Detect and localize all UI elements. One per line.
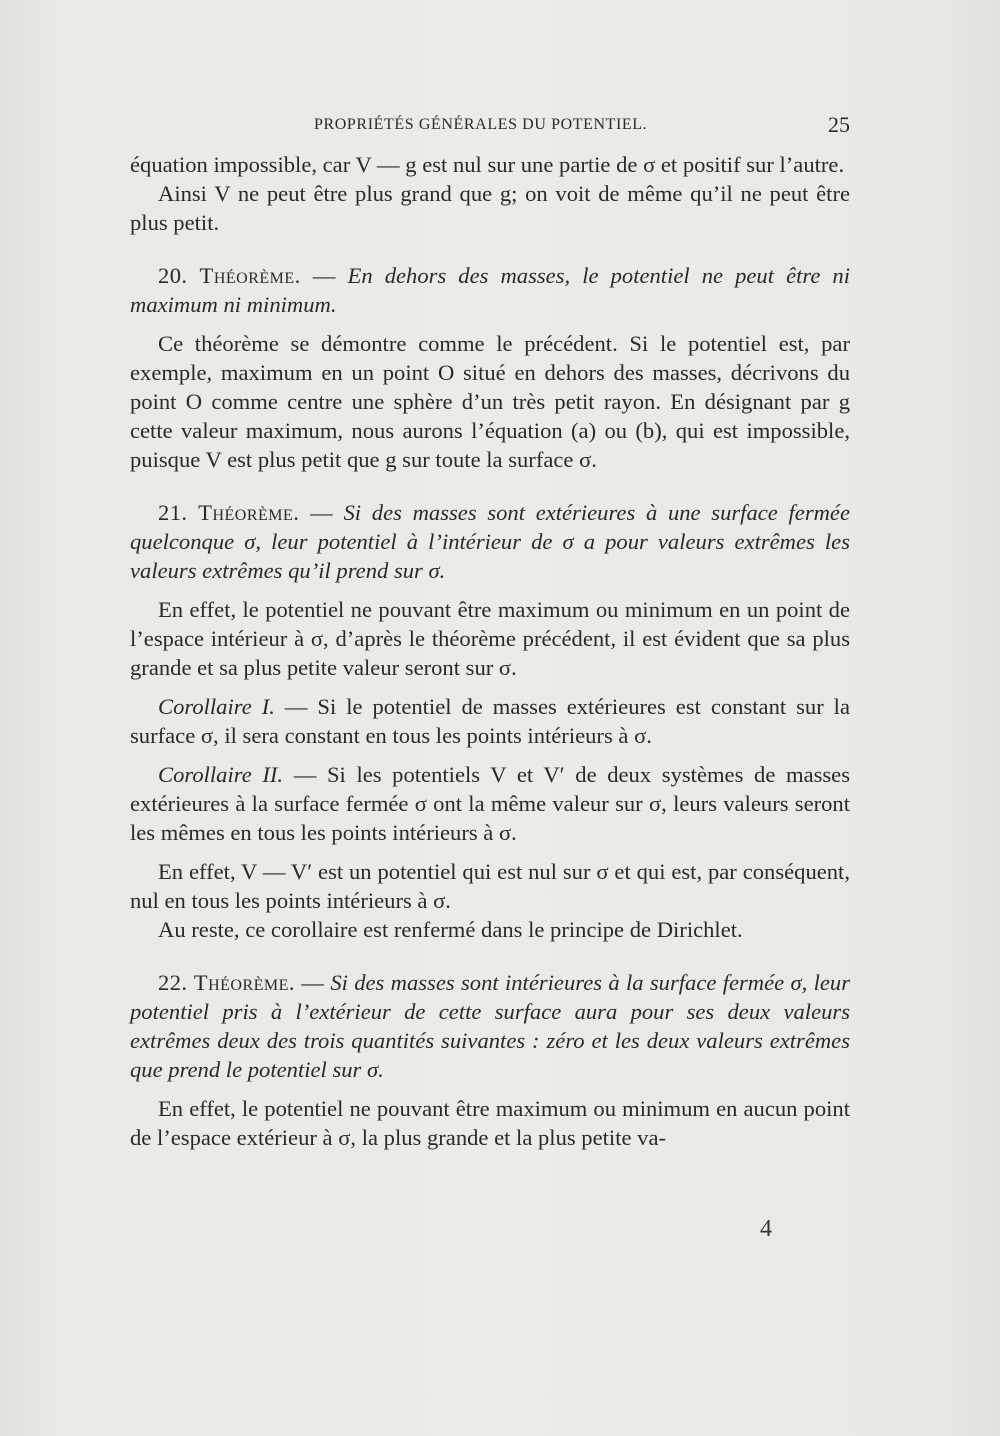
paragraph-text: Au reste, ce corollaire est renfermé dans le principe de Dirichlet. [158, 917, 743, 942]
paragraph-text: Ainsi V ne peut être plus grand que g; on voit de même qu’il ne peut être plus petit. [130, 181, 850, 235]
theorem-label: Théorème. [199, 263, 301, 288]
paragraph-au-reste [130, 915, 850, 944]
proof-21 [130, 595, 850, 682]
theorem-dash: — [312, 263, 336, 288]
corollary-text: — Si les potentiels V et V′ de deux systèmes de masses extérieures à la surface fermée σ ont la même valeur sur σ, leurs valeurs seront les mêmes en tous les points intérieurs à σ. [130, 762, 851, 845]
theorem-dash: — [301, 970, 324, 995]
theorem-label: Théorème. [198, 500, 300, 525]
paragraph-ainsi [130, 179, 850, 237]
theorem-21 [130, 498, 850, 585]
body-text [130, 150, 850, 1152]
proof-20 [130, 329, 850, 474]
page-number: 25 [828, 112, 850, 137]
theorem-statement: Si des masses sont extérieures à une surface fermée quelconque σ, leur potentiel à l’intérieur de σ a pour valeurs extrêmes les valeurs extrêmes qu’il prend sur σ. [130, 500, 850, 583]
corollary-label: Corollaire I. [158, 694, 275, 719]
theorem-22 [130, 968, 850, 1084]
corollary-text: — Si le potentiel de masses extérieures est constant sur la surface σ, il sera constant en tous les points intérieurs à σ. [130, 694, 850, 748]
theorem-statement: Si des masses sont intérieures à la surface fermée σ, leur potentiel pris à l’extérieur de cette surface aura pour ses deux valeurs extrêmes deux des trois quantités suivantes : zéro et les deux valeurs extrêmes que prend le potentiel sur σ. [130, 970, 850, 1082]
theorem-dash: — [310, 500, 333, 525]
corollary-2 [130, 760, 850, 847]
section-number: 20. [158, 263, 188, 288]
paragraph-text: En effet, V — V′ est un potentiel qui est nul sur σ et qui est, par conséquent, nul en tous les points intérieurs à σ. [130, 859, 850, 913]
theorem-20 [130, 261, 850, 319]
signature-mark: 4 [760, 1216, 772, 1242]
theorem-label: Théorème. [193, 970, 296, 995]
proof-22 [130, 1094, 850, 1152]
paragraph-text: Ce théorème se démontre comme le précédent. Si le potentiel est, par exemple, maximum en un point O situé en dehors des masses, décrivons du point O comme centre une sphère d’un très petit rayon. En désignant par g cette valeur maximum, nous aurons l’équation (a) ou (b), qui est impossible, puisque V est plus petit que g sur toute la surface σ. [130, 331, 850, 472]
paragraph-text: équation impossible, car V — g est nul sur une partie de σ et positif sur l’autre. [130, 152, 845, 177]
running-head [130, 112, 850, 144]
corollary-label: Corollaire II. [158, 762, 284, 787]
running-title: PROPRIÉTÉS GÉNÉRALES DU POTENTIEL. [314, 116, 648, 133]
paragraph-continuation [130, 150, 850, 179]
theorem-statement: En dehors des masses, le potentiel ne peut être ni maximum ni minimum. [130, 263, 851, 317]
proof-corollary-2 [130, 857, 850, 915]
section-number: 21. [158, 500, 188, 525]
section-number: 22. [158, 970, 188, 995]
paragraph-text: En effet, le potentiel ne pouvant être maximum ou minimum en un point de l’espace intérieur à σ, d’après le théorème précédent, il est évident que sa plus grande et sa plus petite valeur seront sur σ. [130, 597, 850, 680]
corollary-1 [130, 692, 850, 750]
paragraph-text: En effet, le potentiel ne pouvant être maximum ou minimum en aucun point de l’espace extérieur à σ, la plus grande et la plus petite va- [130, 1096, 850, 1150]
